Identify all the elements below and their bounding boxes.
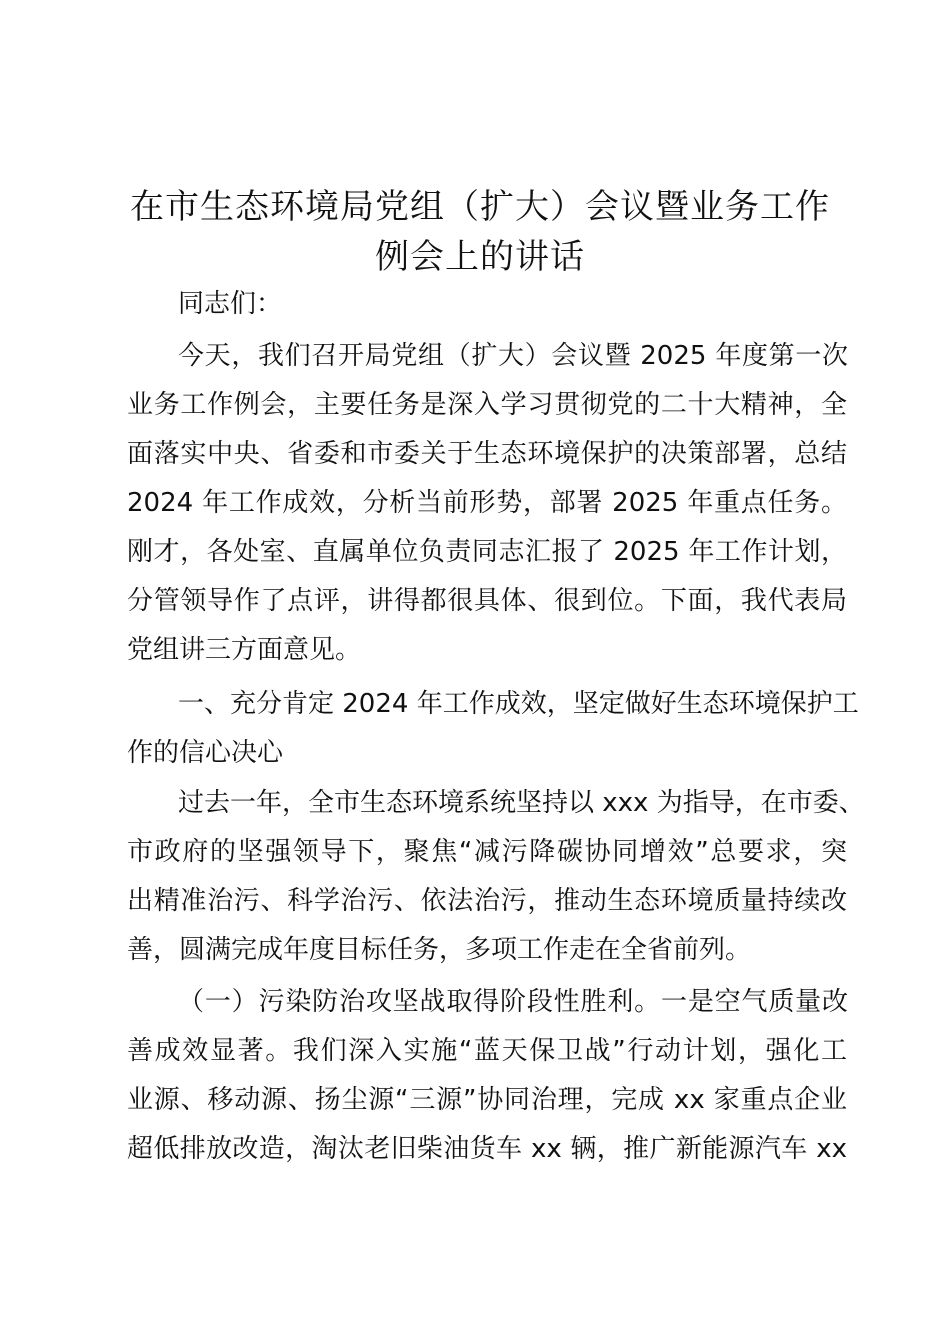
body-text-line: 过去一年，全市生态环境系统坚持以 xxx 为指导，在市委、: [178, 788, 865, 818]
subsection-text-line: （一）污染防治攻坚战取得阶段性胜利。一是空气质量改: [178, 987, 848, 1017]
body-text-line: 善成效显著。我们深入实施“蓝天保卫战”行动计划，强化工: [127, 1036, 847, 1066]
body-text-line: 面落实中央、省委和市委关于生态环境保护的决策部署，总结: [127, 439, 847, 469]
body-text-line: 党组讲三方面意见。: [127, 635, 362, 665]
body-text-line: 出精准治污、科学治污、依法治污，推动生态环境质量持续改: [127, 886, 847, 916]
section-heading: 一、充分肯定 2024 年工作成效，坚定做好生态环境保护工: [178, 689, 859, 719]
body-text-line: 超低排放改造，淘汰老旧柴油货车 xx 辆，推广新能源汽车 xx: [127, 1134, 847, 1164]
body-text-line: 今天，我们召开局党组（扩大）会议暨 2025 年度第一次: [178, 341, 848, 371]
body-text-line: 业源、移动源、扬尘源“三源”协同治理，完成 xx 家重点企业: [127, 1085, 847, 1115]
document-title-line-2: 例会上的讲话: [375, 237, 585, 277]
body-text-line: 刚才，各处室、直属单位负责同志汇报了 2025 年工作计划，: [127, 537, 847, 567]
body-text-line: 善，圆满完成年度目标任务，多项工作走在全省前列。: [127, 935, 752, 965]
body-text-line: 2024 年工作成效，分析当前形势，部署 2025 年重点任务。: [127, 488, 847, 518]
salutation: 同志们：: [178, 289, 283, 319]
body-text-line: 分管领导作了点评，讲得都很具体、很到位。下面，我代表局: [127, 586, 847, 616]
section-heading: 作的信心决心: [127, 738, 284, 768]
body-text-line: 市政府的坚强领导下，聚焦“减污降碳协同增效”总要求，突: [127, 837, 847, 867]
document-title-line-1: 在市生态环境局党组（扩大）会议暨业务工作: [130, 187, 830, 227]
body-text-line: 业务工作例会，主要任务是深入学习贯彻党的二十大精神，全: [127, 390, 847, 420]
